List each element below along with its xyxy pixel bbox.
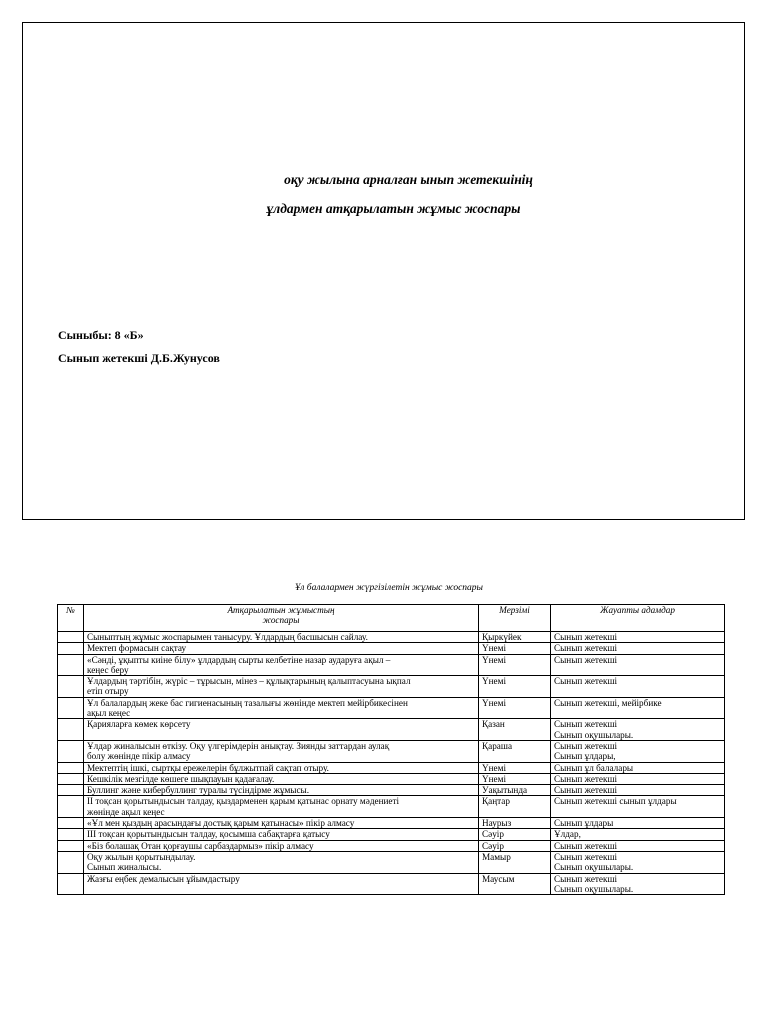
table-row [58,796,725,818]
row-number-cell [58,740,84,762]
activity-cell [84,654,479,676]
responsible-cell [551,654,725,676]
row-number-cell [58,785,84,796]
term-cell: Үнемі [479,654,551,676]
table-row [58,818,725,829]
activity-cell [84,829,479,840]
table-row [58,740,725,762]
term-cell: Сәуір [479,840,551,851]
responsible-text: Сынып жетекші [554,873,618,884]
row-number-cell [58,676,84,698]
responsible-text: Сынып ұлдары, [554,751,616,762]
work-plan-table [57,604,725,895]
activity-text: «Біз болашақ Отан қорғаушы сарбаздармыз» пікір алмасу [87,840,314,851]
responsible-cell [551,643,725,654]
responsible-text: Сынып ұлдары [554,818,614,829]
responsible-cell [551,632,725,643]
table-row [58,632,725,643]
term-cell: Қараша [479,740,551,762]
activity-text: ақыл кеңес [87,708,131,719]
activity-text: «Сәнді, ұқыпты киіне білу» ұлдардың сырты келбетіне назар аударуға ақыл – [87,654,391,665]
header-term: Мерзімі [479,605,551,632]
responsible-cell [551,740,725,762]
term-cell: Маусым [479,873,551,895]
responsible-text: Сынып жетекші [554,773,618,784]
table-body [58,632,725,895]
responsible-text: Сынып жетекші [554,719,618,730]
row-number-cell [58,719,84,741]
table-row [58,654,725,676]
responsible-cell [551,818,725,829]
term-cell: Үнемі [479,676,551,698]
activity-text: ІІІ тоқсан қорытындысын талдау, қосымша сабақтарға қатысу [87,829,330,840]
responsible-cell [551,851,725,873]
responsible-text: Ұлдар, [554,829,581,840]
cover-page [22,22,745,520]
activity-cell [84,873,479,895]
activity-text: Мектептің ішкі, сыртқы ережелерін бұлжытпай сақтап отыру. [87,762,329,773]
term-cell: Үнемі [479,643,551,654]
term-cell: Қаңтар [479,796,551,818]
row-number-cell [58,762,84,773]
activity-text: етіп отыру [87,686,129,697]
header-responsible: Жауапты адамдар [551,605,725,632]
table-row [58,719,725,741]
activity-text: Ұлдар жиналысын өткізу. Оқу үлгерімдерін анықтау. Зиянды заттардан аулақ [87,740,390,751]
activity-text: кеңес беру [87,664,129,675]
plan-title: Ұл балалармен жүргізілетін жұмыс жоспары [294,583,483,593]
activity-cell [84,818,479,829]
row-number-cell [58,840,84,851]
activity-text: болу жөнінде пікір алмасу [87,751,191,762]
cover-title-line-2: ұлдармен атқарылатын жұмыс жоспары [266,201,521,216]
responsible-text: Сынып жетекші [554,643,618,654]
activity-text: «Ұл мен қыздың арасындағы достық қарым қатынасы» пікір алмасу [87,818,355,829]
activity-cell [84,796,479,818]
responsible-text: Сынып жетекші, мейірбике [554,697,662,708]
responsible-text: Сынып жетекші [554,851,618,862]
activity-text: Кешкілік мезгілде көшеге шықпауын қадағалау. [87,773,275,784]
responsible-cell [551,773,725,784]
row-number-cell [58,851,84,873]
activity-text: Буллинг және кибербуллинг туралы түсіндірме жұмысы. [87,785,310,796]
term-cell: Қыркүйек [479,632,551,643]
row-number-cell [58,697,84,719]
row-number-cell [58,873,84,895]
class-label: Сыныбы: 8 «Б» [58,328,144,342]
responsible-text: Сынып жетекші сынып ұлдары [554,796,677,807]
activity-text: Сыныптың жұмыс жоспарымен танысуру. Ұлдардың басшысын сайлау. [87,632,368,642]
responsible-text: Сынып жетекші [554,676,618,687]
activity-cell [84,643,479,654]
term-cell: Үнемі [479,773,551,784]
table-row [58,840,725,851]
row-number-cell [58,643,84,654]
responsible-cell [551,796,725,818]
header-activity-line-2: жоспары [262,615,300,626]
term-cell: Үнемі [479,697,551,719]
activity-cell [84,840,479,851]
row-number-cell [58,796,84,818]
row-number-cell [58,829,84,840]
activity-cell [84,697,479,719]
table-row [58,785,725,796]
row-number-cell [58,632,84,643]
table-row [58,829,725,840]
activity-cell [84,762,479,773]
responsible-text: Сынып оқушылары. [554,862,634,873]
term-cell: Наурыз [479,818,551,829]
activity-text: ІІ тоқсан қорытындысын талдау, қыздарменен қарым қатынас орнату мәдениеті [87,796,400,807]
activity-cell [84,773,479,784]
responsible-cell [551,829,725,840]
table-row [58,762,725,773]
responsible-text: Сынып жетекші [554,632,618,642]
header-activity [84,605,479,632]
activity-text: Ұл балалардың жеке бас гигиенасының тазалығы жөнінде мектеп мейірбикесінен [87,697,408,708]
teacher-label: Сынып жетекші Д.Б.Жунусов [58,351,220,365]
table-row [58,697,725,719]
activity-text: жөнінде ақыл кеңес [87,806,165,817]
activity-cell [84,785,479,796]
responsible-cell [551,873,725,895]
term-cell: Сәуір [479,829,551,840]
term-cell: Үнемі [479,762,551,773]
responsible-cell [551,840,725,851]
activity-text: Ұлдардың тәртібін, жүріс – тұрысын, мінез – құлықтарының қалыптасуына ықпал [87,676,411,687]
responsible-text: Сынып жетекші [554,840,618,851]
responsible-text: Сынып жетекші [554,740,618,751]
table-row [58,873,725,895]
term-cell: Уақытында [479,785,551,796]
activity-text: Қарияларға көмек көрсету [87,719,191,730]
responsible-text: Сынып жетекші [554,654,618,665]
row-number-cell [58,654,84,676]
activity-text: Мектеп формасын сақтау [87,643,187,654]
responsible-text: Сынып жетекші [554,785,618,796]
term-cell: Қазан [479,719,551,741]
cover-title-line-1: оқу жылына арналған ынып жетекшінің [284,172,533,187]
header-activity-line-1: Атқарылатын жұмыстың [227,605,335,615]
responsible-text: Сынып ұл балалары [554,762,634,773]
row-number-cell [58,773,84,784]
table-row [58,773,725,784]
activity-text: Сынып жиналысы. [87,862,162,873]
responsible-cell [551,697,725,719]
responsible-cell [551,762,725,773]
responsible-cell [551,785,725,796]
header-number: № [58,605,84,632]
responsible-text: Сынып оқушылары. [554,729,634,740]
activity-cell [84,740,479,762]
responsible-text: Сынып оқушылары. [554,883,634,894]
table-row [58,851,725,873]
activity-text: Жазғы еңбек демалысын ұйымдастыру [87,873,240,884]
table-row [58,643,725,654]
responsible-cell [551,676,725,698]
term-cell: Мамыр [479,851,551,873]
activity-cell [84,676,479,698]
activity-cell [84,719,479,741]
table-row [58,676,725,698]
activity-cell [84,851,479,873]
activity-text: Оқу жылын қорытындылау. [87,851,196,862]
activity-cell [84,632,479,643]
table-header-row [58,605,725,632]
row-number-cell [58,818,84,829]
responsible-cell [551,719,725,741]
